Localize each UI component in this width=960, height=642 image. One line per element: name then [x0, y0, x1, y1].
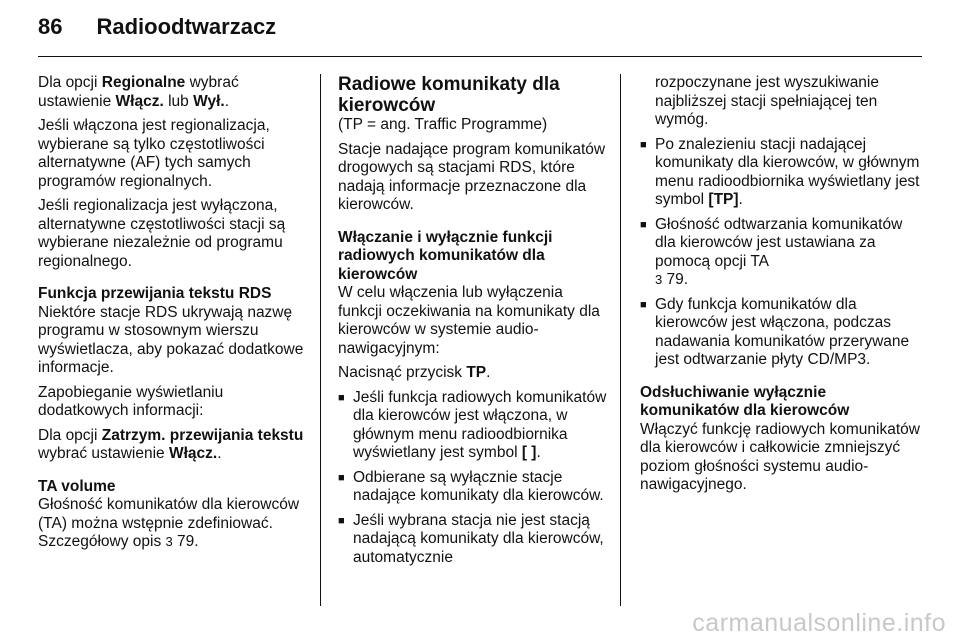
watermark: carmanualsonline.info — [692, 609, 946, 637]
bullet-icon: ■ — [640, 218, 647, 231]
column-divider-2 — [620, 74, 621, 606]
paragraph-enable-tp: W celu włączenia lub wyłączenia funkcji oczekiwania na komunikaty dla kierowców w systemie audio-nawigacyjnym: — [338, 284, 600, 357]
paragraph-ta-volume: Głośność komunikatów dla kierowców (TA) można wstępnie zdefiniować. Szczegółowy opis 3 79. — [38, 496, 300, 550]
paragraph-prevent-info: Zapobieganie wyświetlaniu dodatkowych informacji: — [38, 383, 224, 419]
column-2 — [338, 74, 610, 573]
heading-rds-scroll: Funkcja przewijania tekstu RDS — [38, 285, 272, 302]
paragraph-rds-scroll: Niektóre stacje RDS ukrywają nazwę programu w stosownym wierszu wyświetlacza, aby pokazać dodatkowe informacje. — [38, 303, 304, 376]
list-item: ■ Jeśli funkcja radiowych komunikatów dla kierowców jest włączona, w głównym menu radioodbiornika wyświetlany jest symbol [ ]. — [338, 388, 607, 461]
heading-enable-tp: Włączanie i wyłącznie funkcji radiowych komunikatów dla kierowców — [338, 228, 553, 283]
paragraph-tp-stations: Stacje nadające program komunikatów drogowych są stacjami RDS, które nadają informacje przeznaczone dla kierowców. — [338, 140, 606, 213]
page-ref-arrow-icon: 3 — [165, 534, 173, 549]
page-number: 86 — [38, 14, 63, 39]
bullet-icon: ■ — [338, 471, 345, 484]
paragraph-tp-definition: (TP = ang. Traffic Programme) — [338, 116, 548, 133]
chapter-title: Radioodtwarzacz — [96, 14, 277, 39]
paragraph-listen-only: Włączyć funkcję radiowych komunikatów dla kierowców i całkowicie zmniejszyć poziom głośności systemu audio-nawigacyjnego. — [640, 420, 920, 493]
page-ref-arrow-icon: 3 — [655, 272, 663, 287]
bullet-icon: ■ — [338, 391, 345, 404]
paragraph-regional-off: Jeśli regionalizacja jest wyłączona, alternatywne częstotliwości stacji są wybierane niezależnie od programu regionalnego. — [38, 197, 286, 270]
section-title: Radiowe komunikaty dla kierowców — [338, 74, 560, 116]
paragraph-regional-option: Dla opcji Regionalne wybrać ustawienie Włącz. lub Wył.. — [38, 74, 239, 110]
list-item: ■ Gdy funkcja komunikatów dla kierowców jest włączona, podczas nadawania komunikatów przerywane jest odtwarzanie płyty CD/MP3. — [640, 295, 910, 368]
paragraph-regional-on: Jeśli włączona jest regionalizacja, wybierane są tylko częstotliwości alternatywne (AF) tych samych programów regionalnych. — [38, 117, 270, 190]
page-header — [38, 14, 276, 54]
paragraph-scroll-option: Dla opcji Zatrzym. przewijania tekstu wybrać ustawienie Włącz.. — [38, 426, 304, 462]
list-item: ■ Odbierane są wyłącznie stacje nadające komunikaty dla kierowców. — [338, 468, 604, 504]
column-3 — [640, 74, 922, 501]
paragraph-press-tp: Nacisnąć przycisk TP. — [338, 364, 491, 381]
heading-listen-only: Odsłuchiwanie wyłącznie komunikatów dla kierowców — [640, 383, 850, 419]
list-item: ■ Jeśli wybrana stacja nie jest stacją nadającą komunikaty dla kierowców, automatycznie — [338, 511, 604, 566]
bullet-icon: ■ — [640, 138, 647, 151]
heading-ta-volume: TA volume — [38, 477, 116, 495]
bullet-icon: ■ — [640, 298, 647, 311]
paragraph-continued: rozpoczynane jest wyszukiwanie najbliższej stacji spełniającej ten wymóg. — [655, 74, 879, 128]
column-1 — [38, 74, 310, 558]
list-item: ■ Głośność odtwarzania komunikatów dla kierowców jest ustawiana za pomocą opcji TA 3 79. — [640, 215, 903, 288]
header-divider — [38, 56, 922, 57]
bullet-icon: ■ — [338, 514, 345, 527]
list-item: ■ Po znalezieniu stacji nadającej komunikaty dla kierowców, w głównym menu radioodbiornika wyświetlany jest symbol [TP]. — [640, 135, 920, 208]
column-divider-1 — [320, 74, 321, 606]
